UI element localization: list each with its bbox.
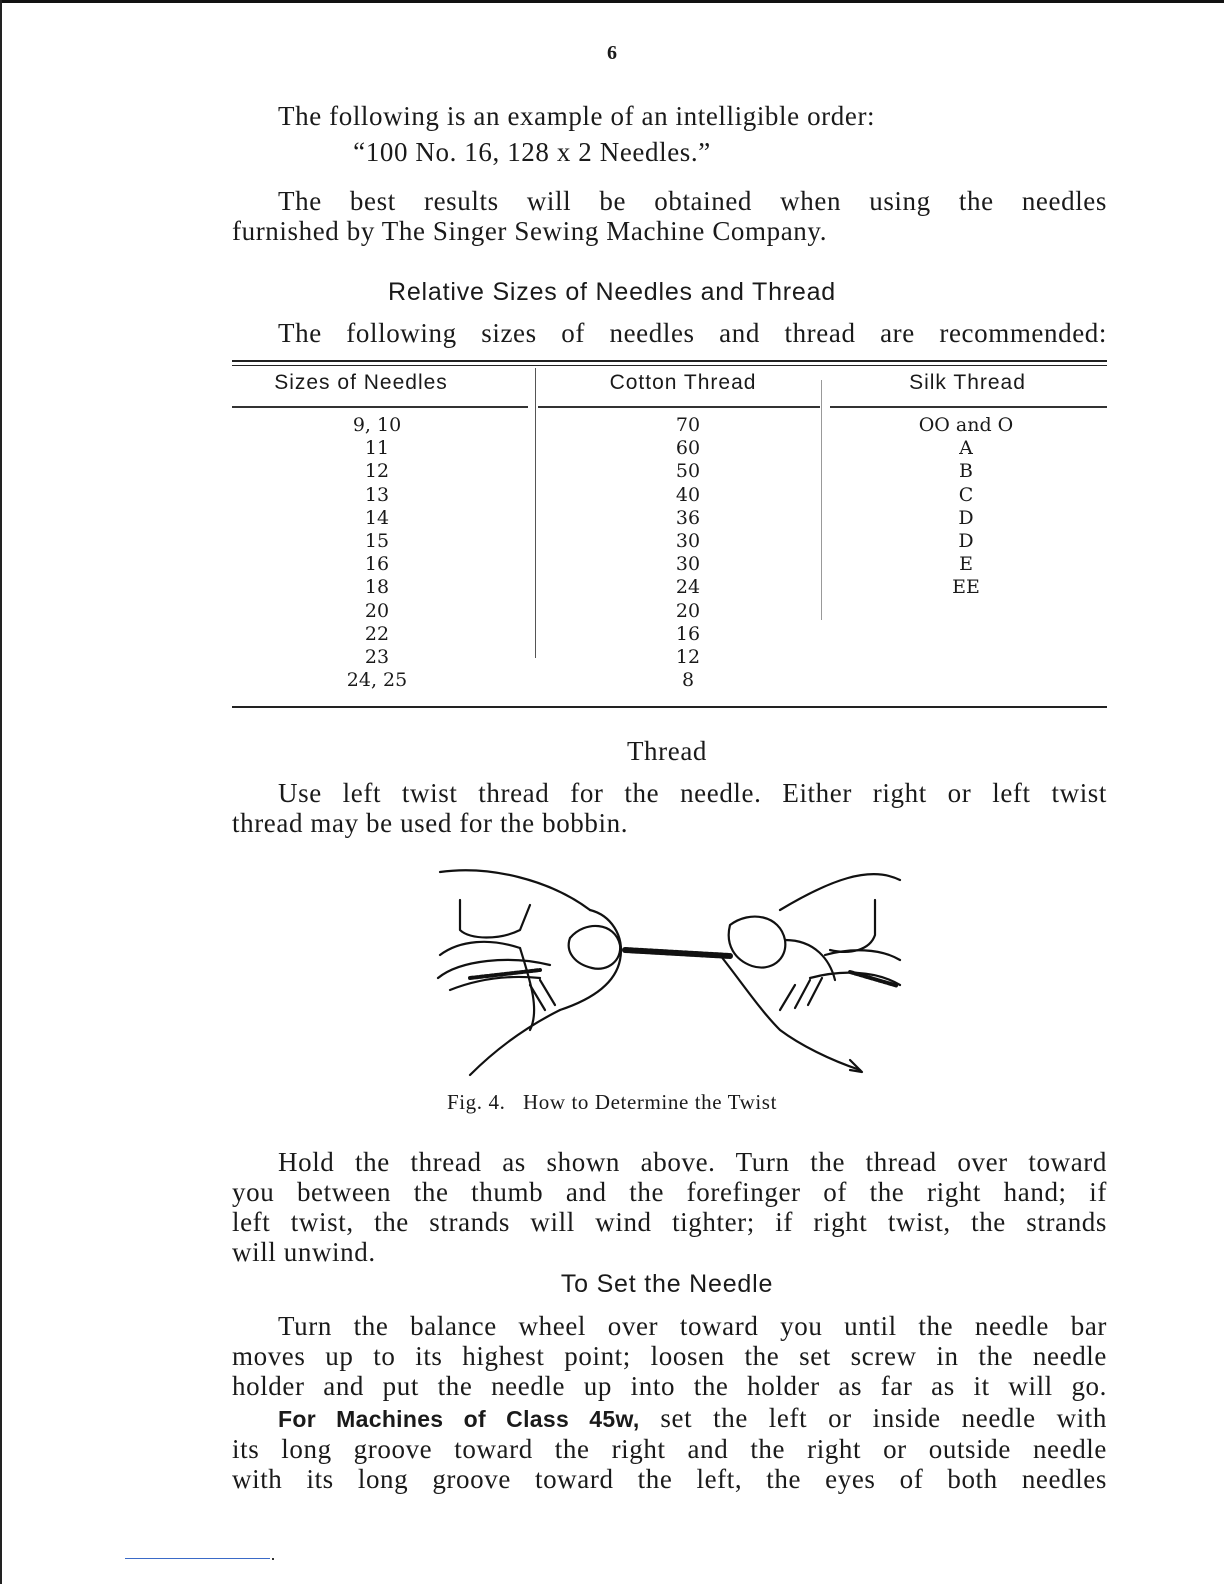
- header-underline-cotton: [538, 406, 820, 408]
- needle-size-cell: 12: [364, 460, 390, 483]
- intro-line-1: The following is an example of an intelligible order:: [278, 101, 876, 131]
- silk-thread-column: [866, 414, 1066, 600]
- header-cotton-thread: Cotton Thread: [609, 371, 757, 394]
- needle-thread-table: [232, 360, 1107, 710]
- hold-line-4: will unwind.: [232, 1237, 376, 1267]
- cotton-cell: 36: [675, 506, 701, 529]
- cotton-thread-column: [608, 414, 768, 692]
- sizes-subtitle-paragraph: [232, 318, 1107, 348]
- cotton-cell: 20: [675, 599, 701, 622]
- top-border-rule: [0, 0, 1224, 3]
- header-sizes-of-needles: Sizes of Needles: [274, 371, 448, 394]
- sizes-subtitle: The following sizes of needles and thread are recommended:: [278, 318, 1107, 348]
- intro-paragraph: [232, 101, 1107, 131]
- set-needle-line-3: holder and put the needle up into the holder as far as it will go.: [232, 1371, 1107, 1401]
- cotton-cell: 50: [675, 460, 701, 483]
- set-needle-paragraph: [232, 1311, 1107, 1401]
- header-underline-needles: [232, 406, 528, 408]
- table-top-rule-2: [232, 365, 1107, 366]
- thread-paragraph: [232, 778, 1107, 838]
- column-divider-1: [535, 368, 536, 658]
- needle-size-cell: 11: [364, 437, 390, 460]
- cotton-cell: 30: [675, 553, 701, 576]
- column-divider-2: [821, 380, 822, 620]
- header-silk-thread: Silk Thread: [909, 371, 1026, 394]
- best-results-line-2: furnished by The Singer Sewing Machine Company.: [232, 216, 828, 246]
- page-number: 6: [607, 42, 617, 64]
- best-results-line-1: The best results will be obtained when using the needles: [278, 186, 1107, 216]
- needle-size-cell: 16: [364, 553, 390, 576]
- figure-caption-label: Fig. 4.: [446, 1090, 506, 1114]
- silk-cell: E: [959, 553, 973, 576]
- needle-size-cell: 23: [364, 645, 390, 668]
- cotton-cell: 70: [675, 414, 701, 436]
- cotton-cell: 8: [681, 669, 695, 692]
- cotton-cell: 30: [675, 529, 701, 552]
- hold-line-2: you between the thumb and the forefinger of the right hand; if: [232, 1177, 1107, 1207]
- figure-caption: [0, 1090, 1224, 1115]
- silk-cell: EE: [952, 576, 980, 599]
- hold-line-1: Hold the thread as shown above. Turn the thread over toward: [278, 1147, 1107, 1177]
- class-45w-line-1: [232, 1403, 1107, 1434]
- needle-size-cell: 13: [364, 483, 390, 506]
- needle-size-cell: 14: [364, 506, 390, 529]
- class-45w-line-1-rest: set the left or inside needle with: [660, 1403, 1107, 1433]
- set-needle-line-1: Turn the balance wheel over toward you until the needle bar: [278, 1311, 1107, 1341]
- class-45w-paragraph: [232, 1403, 1107, 1494]
- class-45w-lead: For Machines of Class 45w,: [278, 1406, 640, 1432]
- set-needle-line-2: moves up to its highest point; loosen the set screw in the needle: [232, 1341, 1107, 1371]
- order-example: “100 No. 16, 128 x 2 Needles.”: [353, 137, 711, 167]
- thread-line-1: Use left twist thread for the needle. Either right or left twist: [278, 778, 1107, 808]
- needle-sizes-column: [292, 414, 462, 692]
- footer-dot: [272, 1558, 274, 1560]
- twist-illustration: [430, 860, 910, 1085]
- needle-size-cell: 20: [364, 599, 390, 622]
- cotton-cell: 16: [675, 622, 701, 645]
- cotton-cell: 60: [675, 437, 701, 460]
- needle-size-cell: 9, 10: [352, 414, 402, 436]
- needle-size-cell: 18: [364, 576, 390, 599]
- thread-line-2: thread may be used for the bobbin.: [232, 808, 629, 838]
- header-underline-silk: [830, 406, 1107, 408]
- table-bottom-rule: [232, 706, 1107, 708]
- silk-cell: C: [958, 483, 974, 506]
- figure-caption-text: How to Determine the Twist: [522, 1090, 778, 1114]
- silk-cell: B: [959, 460, 973, 483]
- silk-cell: A: [959, 437, 973, 460]
- thread-heading: Thread: [626, 736, 708, 766]
- set-needle-heading: To Set the Needle: [560, 1270, 774, 1298]
- silk-cell: OO and O: [918, 414, 1014, 436]
- table-top-rule-1: [232, 360, 1107, 362]
- silk-cell: D: [958, 506, 974, 529]
- hold-paragraph: [232, 1147, 1107, 1267]
- footer-rule: [125, 1558, 270, 1559]
- cotton-cell: 12: [675, 645, 701, 668]
- best-results-paragraph: [232, 186, 1107, 246]
- needle-size-cell: 15: [364, 529, 390, 552]
- class-45w-line-3: with its long groove toward the left, the eyes of both needles: [232, 1464, 1107, 1494]
- needle-size-cell: 22: [364, 622, 390, 645]
- class-45w-line-2: its long groove toward the right and the right or outside needle: [232, 1434, 1107, 1464]
- silk-cell: D: [958, 529, 974, 552]
- cotton-cell: 24: [675, 576, 701, 599]
- sizes-heading: Relative Sizes of Needles and Thread: [387, 278, 837, 306]
- left-border-rule: [0, 0, 2, 1584]
- needle-size-cell: 24, 25: [346, 669, 408, 692]
- hold-line-3: left twist, the strands will wind tighter; if right twist, the strands: [232, 1207, 1107, 1237]
- cotton-cell: 40: [675, 483, 701, 506]
